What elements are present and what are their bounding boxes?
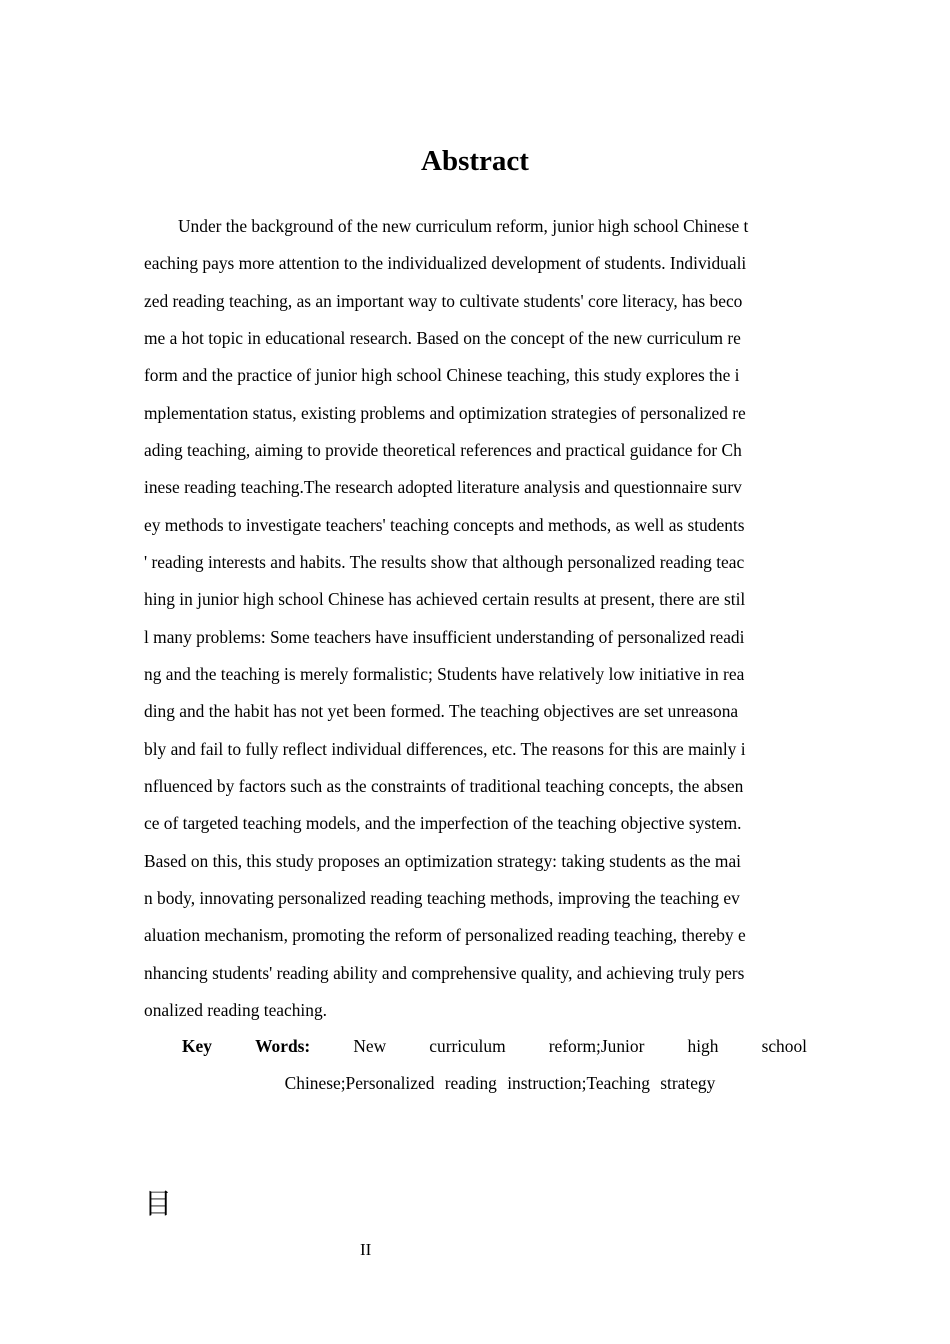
abstract-line: form and the practice of junior high school Chinese teaching, this study explores the i [144, 365, 740, 386]
abstract-line: mplementation status, existing problems and optimization strategies of personalized re [144, 402, 746, 423]
abstract-line: Based on this, this study proposes an optimization strategy: taking students as the mai [144, 850, 742, 871]
keywords-row-continued: Chinese;Personalized reading instruction;Teaching strategy [284, 1073, 716, 1093]
page-number: II [360, 1240, 372, 1259]
abstract-line: zed reading teaching, as an important way to cultivate students' core literacy, has beco [144, 290, 743, 311]
keyword-term: reform;Junior [548, 1036, 645, 1056]
abstract-body [144, 208, 808, 1029]
abstract-line: l many problems: Some teachers have insufficient understanding of personalized readi [144, 626, 745, 647]
keywords-label-key: Key [182, 1036, 212, 1056]
abstract-line: ey methods to investigate teachers' teaching concepts and methods, as well as students [144, 514, 745, 535]
abstract-line: aluation mechanism, promoting the reform of personalized reading teaching, thereby e [144, 925, 746, 946]
toc-heading: 目 [144, 1187, 173, 1220]
keywords-row [182, 1028, 807, 1065]
abstract-line: nfluenced by factors such as the constraints of traditional teaching concepts, the absen [144, 775, 744, 796]
abstract-line: bly and fail to fully reflect individual differences, etc. The reasons for this are mainly i [144, 738, 746, 759]
abstract-line: n body, innovating personalized reading teaching methods, improving the teaching ev [144, 887, 740, 908]
abstract-line: Under the background of the new curriculum reform, junior high school Chinese t [178, 216, 749, 236]
abstract-title: Abstract [421, 145, 529, 177]
abstract-line: onalized reading teaching. [144, 999, 328, 1020]
keywords-label-words: Words: [255, 1036, 311, 1056]
keyword-term: school [761, 1036, 807, 1056]
keyword-term: New [353, 1036, 387, 1056]
keyword-term: curriculum [429, 1036, 506, 1056]
abstract-line: nhancing students' reading ability and comprehensive quality, and achieving truly pers [144, 962, 745, 983]
keyword-term: high [687, 1036, 719, 1056]
abstract-line: ' reading interests and habits. The results show that although personalized reading teac [144, 551, 745, 572]
abstract-line: inese reading teaching.The research adopted literature analysis and questionnaire surv [144, 477, 742, 498]
abstract-line: ng and the teaching is merely formalistic; Students have relatively low initiative in rea [144, 663, 745, 684]
abstract-line: eaching pays more attention to the individualized development of students. Individuali [144, 253, 747, 274]
abstract-line: hing in junior high school Chinese has achieved certain results at present, there are stil [144, 589, 746, 610]
abstract-line: ading teaching, aiming to provide theoretical references and practical guidance for Ch [144, 439, 742, 460]
abstract-line: ce of targeted teaching models, and the imperfection of the teaching objective system. [144, 813, 742, 834]
abstract-line: ding and the habit has not yet been formed. The teaching objectives are set unreasona [144, 701, 739, 722]
abstract-line: me a hot topic in educational research. Based on the concept of the new curriculum re [144, 327, 741, 348]
